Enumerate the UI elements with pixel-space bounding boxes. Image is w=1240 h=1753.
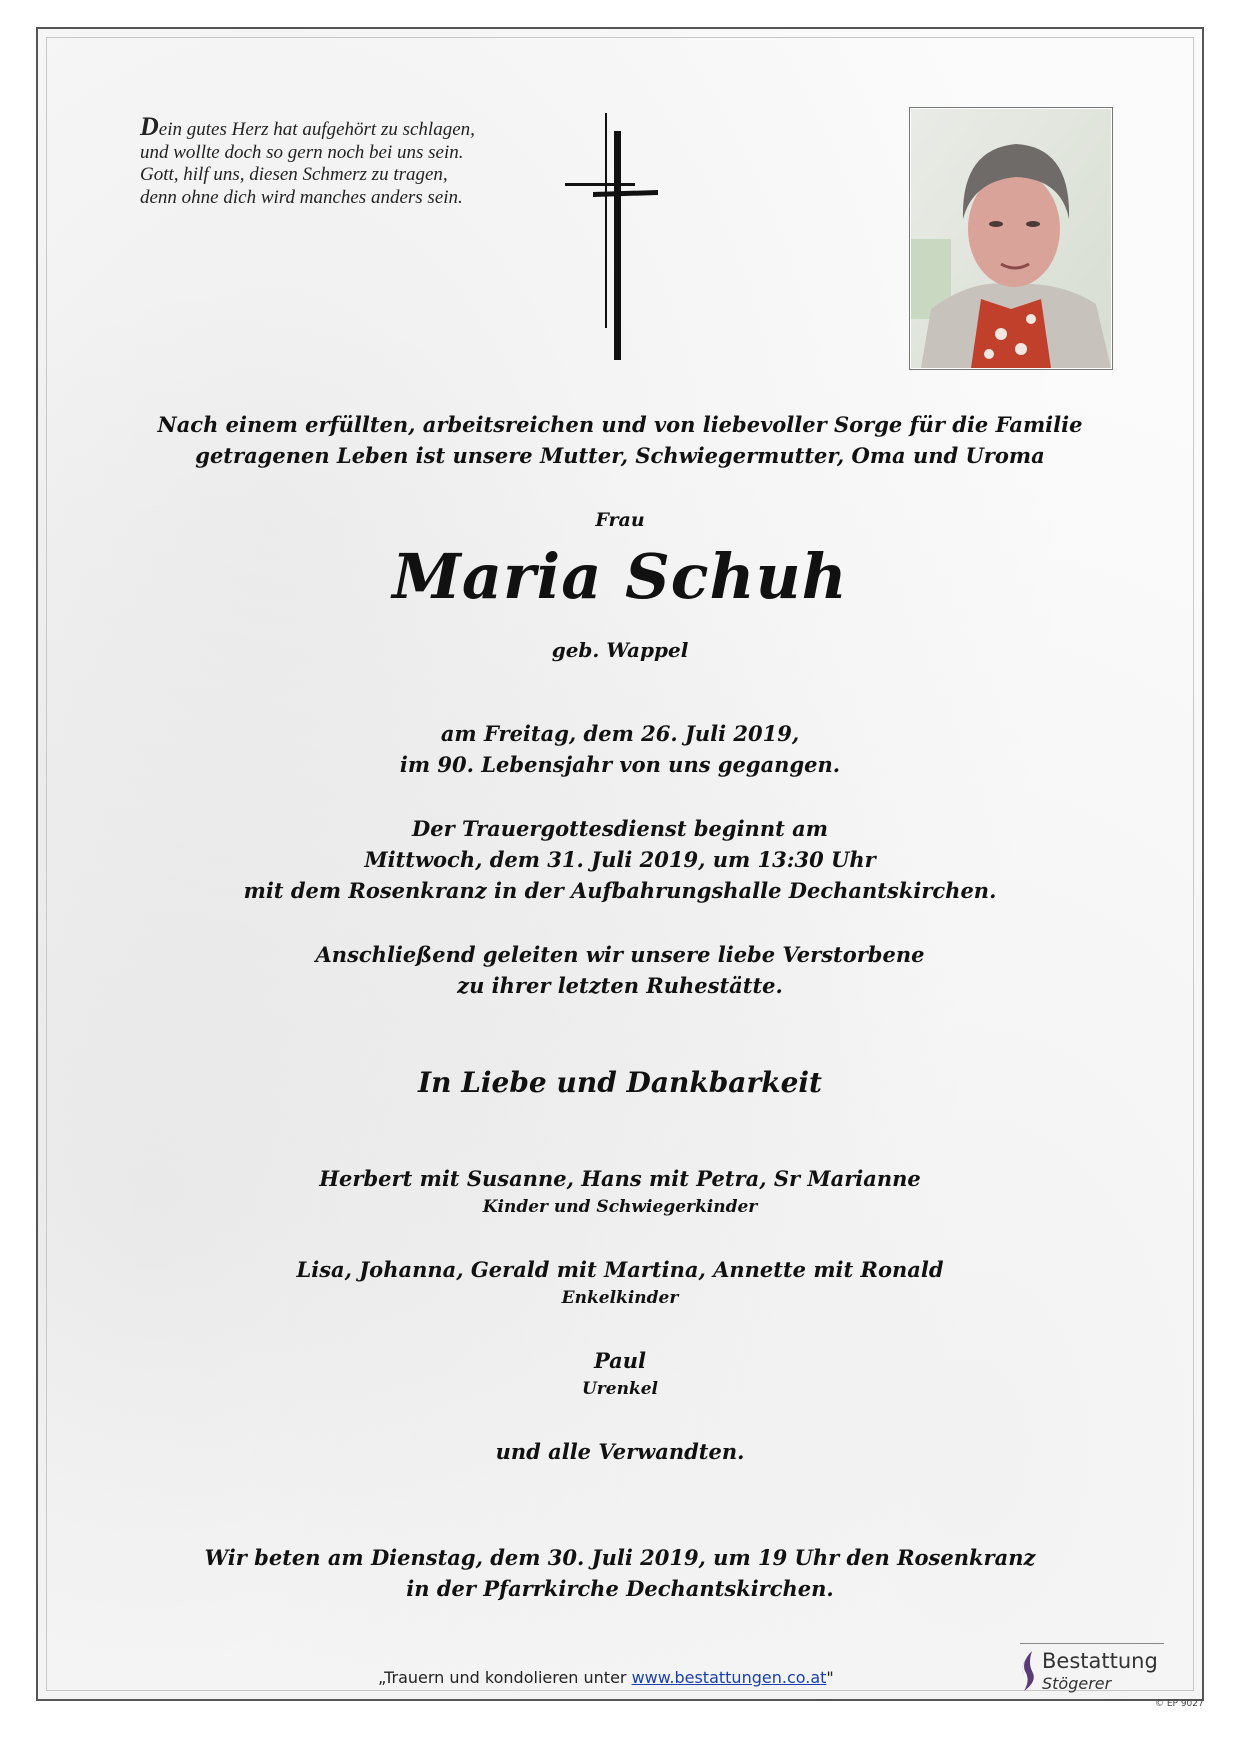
service-notice [0,813,1240,906]
rosary-line-2: in der Pfarrkirche Dechantskirchen. [406,1576,834,1601]
poem-line-1-text: ein gutes Herz hat aufgehört zu schlagen, [158,119,475,140]
family-greatgrandchildren-role: Urenkel [581,1379,658,1399]
family-grandchildren-role: Enkelkinder [561,1288,679,1308]
family-grandchildren-names: Lisa, Johanna, Gerald mit Martina, Annette mit Ronald [296,1257,944,1282]
burial-line-2: zu ihrer letzten Ruhestätte. [457,973,783,998]
poem-line-3: Gott, hilf uns, diesen Schmerz zu tragen, [140,164,448,185]
thanks-heading: In Liebe und Dankbarkeit [418,1066,822,1099]
logo-rule [1020,1643,1164,1644]
funeral-home-logo [1018,1643,1168,1695]
intro-line-1: Nach einem erfüllten, arbeitsreichen und von liebevoller Sorge für die Familie [157,412,1083,437]
condolence-prefix: „Trauern und kondolieren unter [378,1668,632,1687]
rosary-notice [0,1542,1240,1604]
poem-line-4: denn ohne dich wird manches anders sein. [140,186,463,208]
family-children-role: Kinder und Schwiegerkinder [482,1197,758,1217]
death-line-2: im 90. Lebensjahr von uns gegangen. [399,752,841,777]
logo-subtitle: Stögerer [1042,1674,1112,1693]
intro-line-2: getragenen Leben ist unsere Mutter, Schwiegermutter, Oma und Uroma [195,443,1045,468]
poem-dropcap: D [140,112,159,141]
salutation: Frau [595,509,645,531]
deceased-name: Maria Schuh [392,540,848,613]
condolence-suffix: " [826,1668,834,1687]
birth-name: geb. Wappel [551,638,689,662]
rosary-line-1: Wir beten am Dienstag, dem 30. Juli 2019, um 19 Uhr den Rosenkranz [204,1545,1036,1570]
death-line-1: am Freitag, dem 26. Juli 2019, [440,721,800,746]
logo-title: Bestattung [1042,1649,1158,1673]
portrait-photo [909,107,1113,370]
poem-line-1 [140,112,540,142]
cross-icon [565,113,665,367]
condolence-note [378,1668,834,1687]
service-line-2: Mittwoch, dem 31. Juli 2019, um 13:30 Uhr [364,847,876,872]
burial-notice [0,939,1240,1001]
service-line-1: Der Trauergottesdienst beginnt am [412,816,828,841]
family-children-names: Herbert mit Susanne, Hans mit Petra, Sr Marianne [319,1166,921,1191]
burial-line-1: Anschließend geleiten wir unsere liebe Verstorbene [315,942,925,967]
flame-icon [1018,1649,1038,1697]
service-line-3: mit dem Rosenkranz in der Aufbahrungshalle Dechantskirchen. [243,878,997,903]
poem-line-2: und wollte doch so gern noch bei uns sein. [140,141,464,163]
family-greatgrandchildren-names: Paul [593,1348,647,1373]
memorial-poem [140,112,540,209]
death-notice [0,718,1240,780]
document-code: © EP 9027 [1155,1699,1204,1709]
relatives-line: und alle Verwandten. [495,1439,745,1464]
intro-text [0,409,1240,471]
condolence-link[interactable]: www.bestattungen.co.at [631,1668,827,1687]
